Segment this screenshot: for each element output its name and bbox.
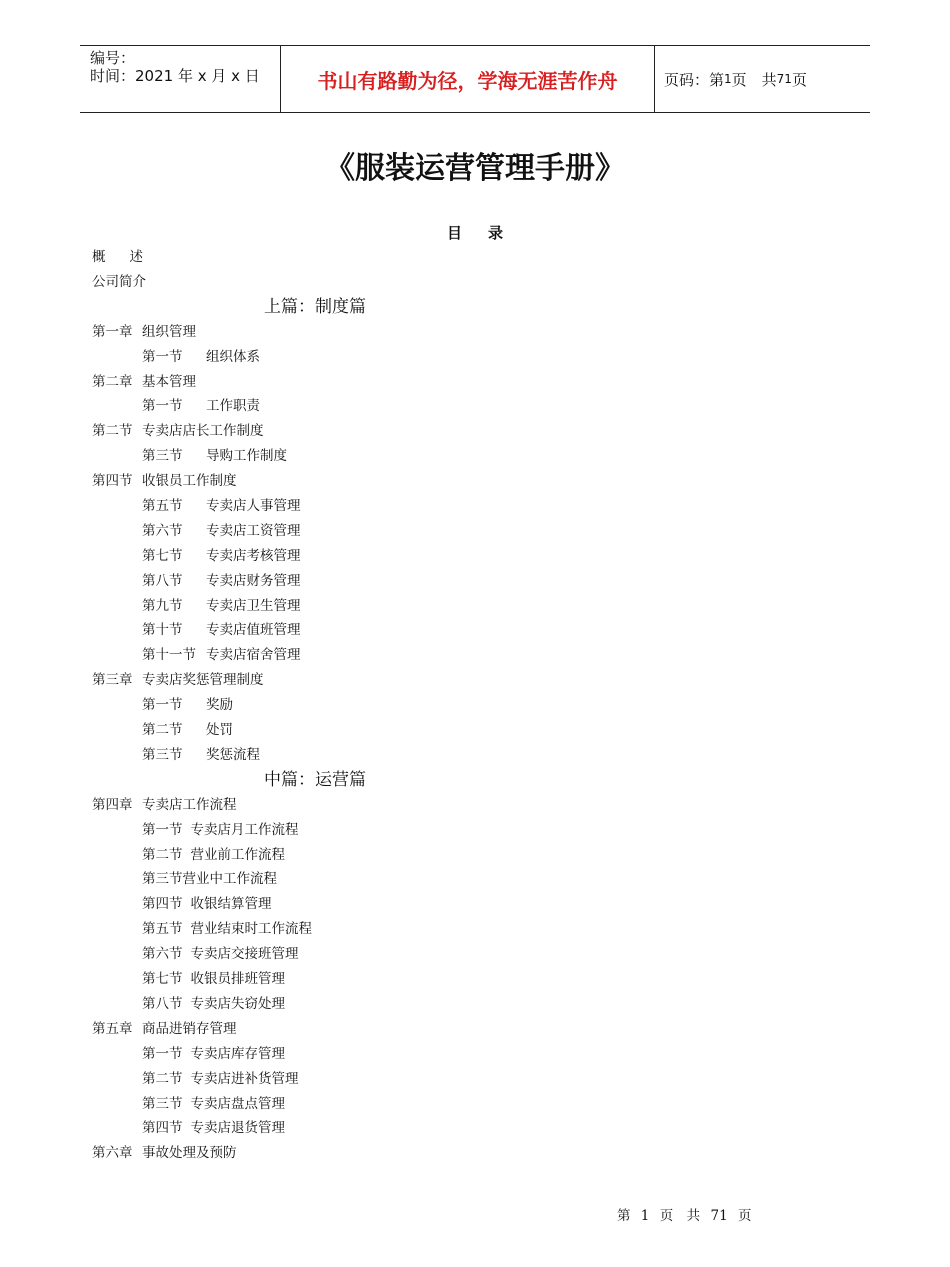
footer-suffix: 页 <box>737 1208 752 1224</box>
toc-text: 专卖店库存管理 <box>190 1045 285 1062</box>
toc-text: 专卖店考核管理 <box>206 547 301 564</box>
toc-section <box>92 718 852 743</box>
toc-label: 第七节 <box>142 971 183 988</box>
toc-label: 第二节 <box>142 846 183 863</box>
toc-section <box>92 494 852 519</box>
toc-section <box>92 743 852 768</box>
page-header <box>80 45 870 113</box>
toc-text: 收银员工作制度 <box>142 473 237 490</box>
page-mid: 页 共 <box>731 70 777 89</box>
toc-section <box>92 444 852 469</box>
toc-label: 第十节 <box>142 622 183 639</box>
page-prefix: 页码：第 <box>664 70 725 89</box>
toc-part-heading <box>92 768 852 793</box>
toc-chapter <box>92 1141 852 1166</box>
toc-text: 收银结算管理 <box>190 896 272 913</box>
footer-prefix: 第 <box>617 1208 631 1224</box>
toc-section <box>92 594 852 619</box>
toc-label: 第一节 <box>142 398 183 415</box>
toc-text: 专卖店人事管理 <box>206 498 301 515</box>
toc-text: 专卖店退货管理 <box>190 1120 285 1137</box>
toc-chapter <box>92 469 852 494</box>
toc-label: 第三节 <box>142 1095 183 1112</box>
toc-text: 专卖店盘点管理 <box>190 1095 285 1112</box>
toc-chapter <box>92 370 852 395</box>
toc-section <box>92 843 852 868</box>
toc-text: 专卖店工资管理 <box>206 522 301 539</box>
toc-section <box>92 394 852 419</box>
toc-label: 第五章 <box>92 1020 133 1037</box>
toc-label: 第一节 <box>142 697 183 714</box>
toc-label: 第六章 <box>92 1145 133 1162</box>
toc-section <box>92 345 852 370</box>
toc-chapter <box>92 668 852 693</box>
toc-text: 工作职责 <box>206 398 260 415</box>
toc-text: 导购工作制度 <box>206 448 287 465</box>
toc-section <box>92 544 852 569</box>
toc-section <box>92 917 852 942</box>
toc-label: 第四节 <box>142 896 183 913</box>
toc-text: 专卖店卫生管理 <box>206 597 301 614</box>
toc-label: 中篇：运营篇 <box>264 769 366 790</box>
toc-text: 收银员排班管理 <box>190 971 285 988</box>
toc-label: 第三节营业中工作流程 <box>142 871 277 888</box>
toc-label: 第十一节 <box>142 647 196 664</box>
toc-section <box>92 1116 852 1141</box>
toc-label: 第一节 <box>142 821 183 838</box>
header-page-indicator <box>655 46 870 112</box>
toc-section <box>92 693 852 718</box>
document-number-label: 编号： <box>90 49 136 67</box>
toc-text: 专卖店进补货管理 <box>190 1070 299 1087</box>
toc-text: 组织体系 <box>206 348 260 365</box>
document-title: 《服装运营管理手册》 <box>325 151 625 186</box>
toc-label: 第一节 <box>142 348 183 365</box>
toc-label: 第二节 <box>142 722 183 739</box>
page-number: 1 <box>724 72 732 86</box>
toc-label: 第四节 <box>142 1120 183 1137</box>
toc-section <box>92 618 852 643</box>
toc-section <box>92 892 852 917</box>
toc-text: 专卖店财务管理 <box>206 572 301 589</box>
toc-text: 奖励 <box>206 697 233 714</box>
toc-text: 基本管理 <box>142 373 196 390</box>
toc-label: 公司简介 <box>92 273 146 290</box>
toc-label: 第三章 <box>92 672 133 689</box>
toc-chapter <box>92 1017 852 1042</box>
toc-text: 专卖店奖惩管理制度 <box>142 672 264 689</box>
document-time-label: 时间：2021 年 x 月 x 日 <box>90 67 260 85</box>
toc-section <box>92 818 852 843</box>
toc-label: 上篇：制度篇 <box>264 296 366 317</box>
toc-text: 专卖店月工作流程 <box>190 821 299 838</box>
toc-section <box>92 1092 852 1117</box>
toc-chapter <box>92 419 852 444</box>
toc-text: 营业前工作流程 <box>190 846 285 863</box>
toc-section <box>92 643 852 668</box>
toc-label: 第三节 <box>142 746 183 763</box>
toc-label: 第六节 <box>142 946 183 963</box>
toc-label: 第五节 <box>142 921 183 938</box>
footer-mid: 页 共 <box>659 1208 701 1224</box>
toc-label: 第六节 <box>142 522 183 539</box>
header-motto: 书山有路勤为径，学海无涯苦作舟 <box>281 46 655 112</box>
page-suffix: 页 <box>791 70 807 89</box>
toc-label: 第四节 <box>92 473 133 490</box>
footer-total: 71 <box>710 1208 728 1224</box>
page-total: 71 <box>776 72 792 86</box>
toc-text: 奖惩流程 <box>206 746 260 763</box>
toc-text: 组织管理 <box>142 323 196 340</box>
toc-label: 第四章 <box>92 796 133 813</box>
toc-heading: 目录 <box>446 224 529 242</box>
toc-text: 处罚 <box>206 722 233 739</box>
toc-text: 专卖店失窃处理 <box>190 995 285 1012</box>
toc-text: 专卖店值班管理 <box>206 622 301 639</box>
toc-text: 专卖店交接班管理 <box>190 946 299 963</box>
toc-label: 第一章 <box>92 323 133 340</box>
footer-page: 1 <box>640 1208 650 1224</box>
toc-label: 第七节 <box>142 547 183 564</box>
toc-section <box>92 942 852 967</box>
toc-label: 第九节 <box>142 597 183 614</box>
toc-label: 第五节 <box>142 498 183 515</box>
toc-text: 营业结束时工作流程 <box>190 921 312 938</box>
toc-text: 商品进销存管理 <box>142 1020 237 1037</box>
toc-label: 第八节 <box>142 995 183 1012</box>
toc-section <box>92 569 852 594</box>
header-meta <box>80 46 281 112</box>
toc-text: 事故处理及预防 <box>142 1145 237 1162</box>
toc-label: 概述 <box>92 249 167 265</box>
toc-label: 第三节 <box>142 448 183 465</box>
toc-entry <box>92 270 852 295</box>
toc-part-heading <box>92 295 852 320</box>
toc-label: 第一节 <box>142 1045 183 1062</box>
toc-entry <box>92 245 852 270</box>
toc-text: 专卖店工作流程 <box>142 796 237 813</box>
toc-text: 专卖店店长工作制度 <box>142 423 264 440</box>
page-footer <box>617 1204 757 1224</box>
toc-chapter <box>92 320 852 345</box>
toc-section <box>92 967 852 992</box>
toc-section <box>92 519 852 544</box>
toc-section <box>92 1067 852 1092</box>
toc-label: 第二节 <box>142 1070 183 1087</box>
toc-text: 专卖店宿舍管理 <box>206 647 301 664</box>
toc-section <box>92 1042 852 1067</box>
table-of-contents <box>92 245 852 1166</box>
toc-label: 第二章 <box>92 373 133 390</box>
toc-chapter <box>92 793 852 818</box>
toc-section <box>92 992 852 1017</box>
toc-label: 第二节 <box>92 423 133 440</box>
toc-section <box>92 867 852 892</box>
toc-label: 第八节 <box>142 572 183 589</box>
